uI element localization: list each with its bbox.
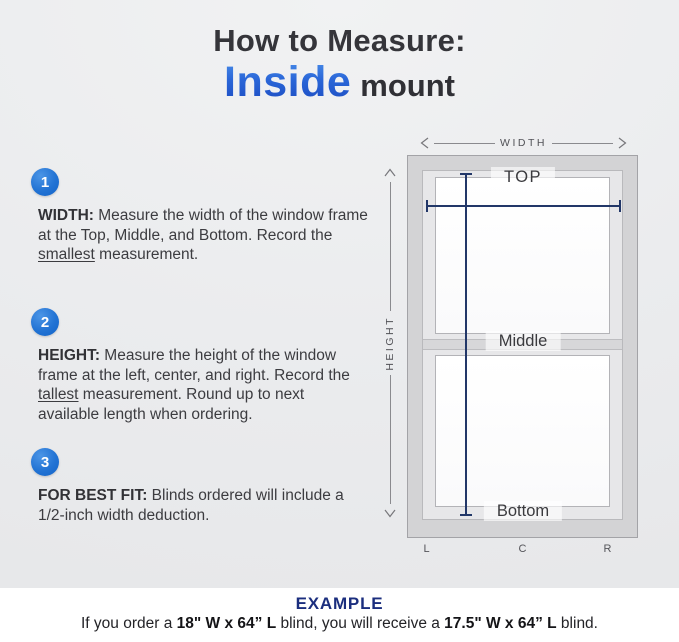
step-2-heading: HEIGHT: — [38, 347, 100, 364]
window-pane-bottom — [435, 355, 610, 507]
page-title — [0, 24, 679, 106]
height-arrow-line-bottom — [390, 375, 391, 504]
title-line2 — [0, 59, 679, 106]
arrow-left-icon — [420, 137, 429, 149]
step-2-text — [38, 346, 369, 424]
example-receive-size: 17.5" W x 64” L — [444, 615, 557, 632]
width-measure-tick-right — [619, 200, 621, 212]
arrow-up-icon — [384, 168, 396, 177]
axis-label-center: C — [518, 543, 528, 555]
height-measure-line — [465, 174, 467, 516]
width-arrow-line-right — [552, 143, 613, 144]
width-arrow-label: WIDTH — [500, 137, 547, 149]
step-1-number-badge: 1 — [31, 168, 59, 196]
axis-label-right: R — [603, 543, 613, 555]
step-2-body-after: measurement. Round up to next available length when ordering. — [38, 386, 305, 423]
title-accent-inside: Inside — [224, 58, 352, 107]
step-3-best-fit — [31, 448, 369, 525]
step-3-number-badge: 3 — [31, 448, 59, 476]
height-dimension-arrow — [383, 168, 397, 518]
example-heading: EXAMPLE — [295, 594, 384, 613]
step-2-underlined-word: tallest — [38, 386, 79, 403]
height-arrow-label: HEIGHT — [384, 315, 396, 371]
width-arrow-line-left — [434, 143, 495, 144]
axis-label-left: L — [423, 543, 431, 555]
width-dimension-arrow — [420, 136, 627, 150]
height-arrow-line-top — [390, 182, 391, 311]
step-1-body-before: Measure the width of the window frame at the Top, Middle, and Bottom. Record the — [38, 207, 368, 244]
example-order-size: 18" W x 64” L — [176, 615, 277, 632]
step-3-heading: FOR BEST FIT: — [38, 487, 148, 504]
arrow-right-icon — [618, 137, 627, 149]
step-2-body-before: Measure the height of the window frame at the left, center, and right. Record the — [38, 347, 350, 384]
marker-bottom: Bottom — [484, 501, 562, 521]
step-1-text — [38, 206, 369, 265]
step-1-width — [31, 168, 369, 265]
step-1-body-after: measurement. — [94, 246, 199, 263]
step-1-heading: WIDTH: — [38, 207, 94, 224]
step-3-body-before: Blinds ordered will include a 1/2-inch width deduction. — [38, 487, 344, 524]
width-measure-line — [427, 205, 621, 207]
example-sentence — [0, 615, 679, 633]
example-section — [0, 588, 679, 642]
marker-middle: Middle — [486, 331, 561, 351]
window-pane-top — [435, 177, 610, 334]
step-2-number-badge: 2 — [31, 308, 59, 336]
marker-top: TOP — [491, 167, 555, 187]
arrow-down-icon — [384, 509, 396, 518]
step-1-underlined-word: smallest — [38, 246, 95, 263]
height-measure-tick-bottom — [460, 514, 472, 516]
example-pre: If you order a — [81, 615, 177, 632]
example-post: blind. — [556, 615, 598, 632]
step-2-height — [31, 308, 369, 424]
height-measure-tick-top — [460, 173, 472, 175]
step-3-text — [38, 486, 369, 525]
example-mid: blind, you will receive a — [276, 615, 445, 632]
width-measure-tick-left — [426, 200, 428, 212]
title-line1: How to Measure: — [213, 23, 466, 58]
title-rest-mount: mount — [360, 68, 455, 104]
